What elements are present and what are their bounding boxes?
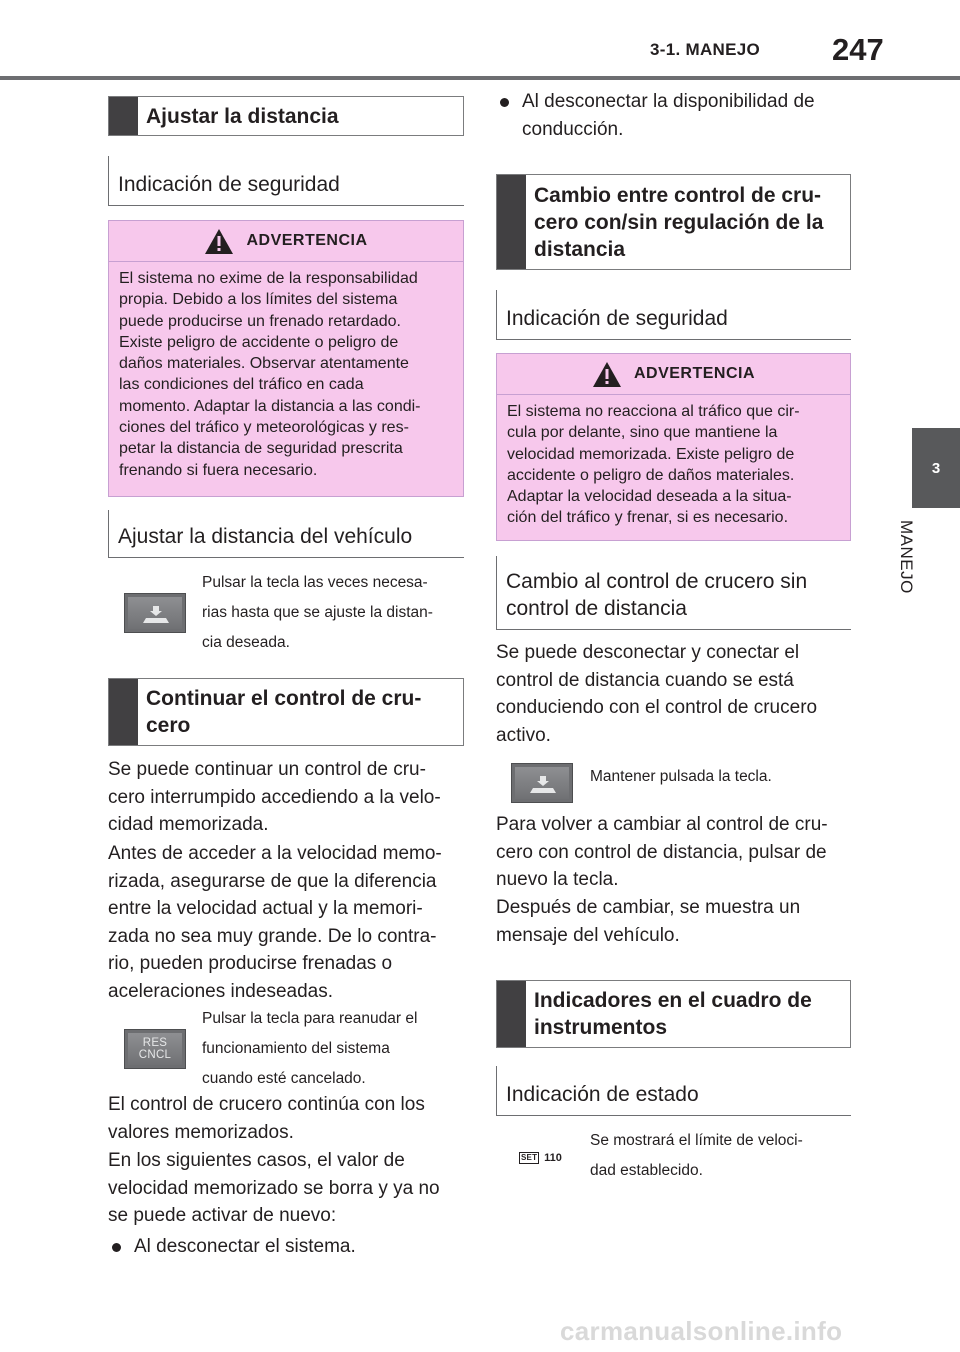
paragraph: Antes de acceder a la velocidad memo- rizada, asegurarse de que la diferencia entre la velocidad actual y la memori- zada no sea muy grande. De lo contra- rio, pueden producirse frenadas o aceleraciones indeseadas. [108,843,442,1002]
set-value: 110 [544,1152,562,1164]
distance-key-icon [124,593,186,633]
warning-triangle-icon [592,361,622,388]
warning-box-1 [108,220,464,497]
heading-bar [497,175,526,269]
cncl-label: CNCL [138,1049,172,1061]
heading-bar [109,97,138,135]
heading-text: Indicadores en el cuadro de instrumentos [534,989,812,1039]
heading-text: Ajustar la distancia [146,104,339,128]
warning-header [109,221,463,262]
paragraph: Se puede desconectar y conectar el control de distancia cuando se está conduciendo con el control de crucero activo. [496,642,818,746]
warning-header [497,354,850,395]
res-cncl-key-icon [124,1029,186,1069]
warning-line: Adaptar la velocidad deseada a la situa- [507,488,792,506]
res-key-text: Pulsar la tecla para reanudar el funcionamiento del sistema cuando esté cancelado. [202,1010,418,1087]
chapter-label-text: MANEJO [897,520,916,594]
set-icon: SET [521,1153,538,1162]
warning-line: daños materiales. Observar atentamente [119,355,409,373]
warning-box-2 [496,353,851,541]
subheading-safety-2 [496,290,851,340]
set-text: Se mostrará el límite de veloci- dad establecido. [590,1132,803,1179]
bullet-dot [500,98,509,107]
warning-line: ciones del tráfico y meteorológicas y res- [119,419,409,437]
subheading-text: Indicación de seguridad [506,307,728,330]
subheading-change [496,556,851,630]
subheading-text: Indicación de seguridad [118,173,340,196]
bullet-item: Al desconectar el sistema. [112,1233,462,1261]
res-label: RES [142,1037,168,1049]
hold-key-text: Mantener pulsada la tecla. [590,768,772,785]
paragraph: Después de cambiar, se muestra un mensaje del vehículo. [496,897,801,946]
subheading-status [496,1066,851,1116]
warning-line: Existe peligro de accidente o peligro de [119,333,399,351]
subheading-text: Cambio al control de crucero sin [506,570,808,593]
section-title: 3-1. MANEJO [650,40,761,59]
bullet-item: Al desconectar la disponibilidad de conducción. [500,88,852,143]
warning-line: propia. Debido a los límites del sistema [119,291,398,309]
subheading-text: control de distancia [506,597,687,620]
heading-text: Continuar el control de cru- cero [146,687,422,737]
warning-line: El sistema no exime de la responsabilidad [119,270,418,287]
warning-body [109,262,463,487]
warning-line: puede producirse un frenado retardado. [119,312,401,330]
chapter-label [897,520,930,630]
heading-text: Cambio entre control de cru- cero con/sin regulación de la distancia [534,183,824,261]
paragraph: Se puede continuar un control de cru- cero interrumpido accediendo a la velo- cidad memorizada. [108,759,441,835]
warning-line: cula por delante, sino que mantiene la [507,424,778,442]
set-speed-indicator [519,1150,567,1166]
heading-switch-cruise [496,174,851,270]
warning-line: velocidad memorizada. Existe peligro de [507,445,795,463]
paragraph: En los siguientes casos, el valor de velocidad memorizado se borra y ya no se puede activar de nuevo: [108,1150,440,1226]
distance-key-icon [511,763,573,803]
warning-line: momento. Adaptar la distancia a las condi- [119,397,421,415]
chapter-tab: 3 [912,428,960,508]
warning-title: ADVERTENCIA [633,365,756,382]
heading-bar [109,679,138,745]
warning-line: frenando si fuera necesario. [119,461,318,479]
warning-body [497,395,850,535]
heading-bar [497,981,526,1047]
distance-bars-icon [529,773,557,795]
page-number: 247 [832,32,884,67]
subheading-text: Ajustar la distancia del vehículo [118,525,413,548]
warning-line: El sistema no reacciona al tráfico que cir- [507,403,800,420]
distance-bars-icon [142,603,170,625]
warning-triangle-icon [204,228,234,255]
paragraph: El control de crucero continúa con los valores memorizados. [108,1094,425,1143]
warning-line: las condiciones del tráfico en cada [119,376,364,394]
warning-line: accidente o peligro de daños materiales. [507,466,795,484]
subheading-vehicle-distance [108,510,464,558]
warning-title: ADVERTENCIA [246,232,368,249]
warning-line: petar la distancia de seguridad prescrita [119,440,403,458]
warning-line: ción del tráfico y frenar, si es necesario. [507,509,789,527]
heading-continue-cruise [108,678,464,746]
bullet-dot [112,1243,121,1252]
heading-adjust-distance [108,96,464,136]
distance-key-text: Pulsar la tecla las veces necesa- rias hasta que se ajuste la distan- cia deseada. [202,574,433,651]
watermark: carmanualsonline.info [560,1316,843,1346]
subheading-text: Indicación de estado [506,1083,699,1106]
header-rule [0,76,960,80]
heading-indicators [496,980,851,1048]
subheading-safety-1 [108,156,464,206]
paragraph: Para volver a cambiar al control de cru- cero con control de distancia, pulsar de nuevo la tecla. [496,814,828,890]
